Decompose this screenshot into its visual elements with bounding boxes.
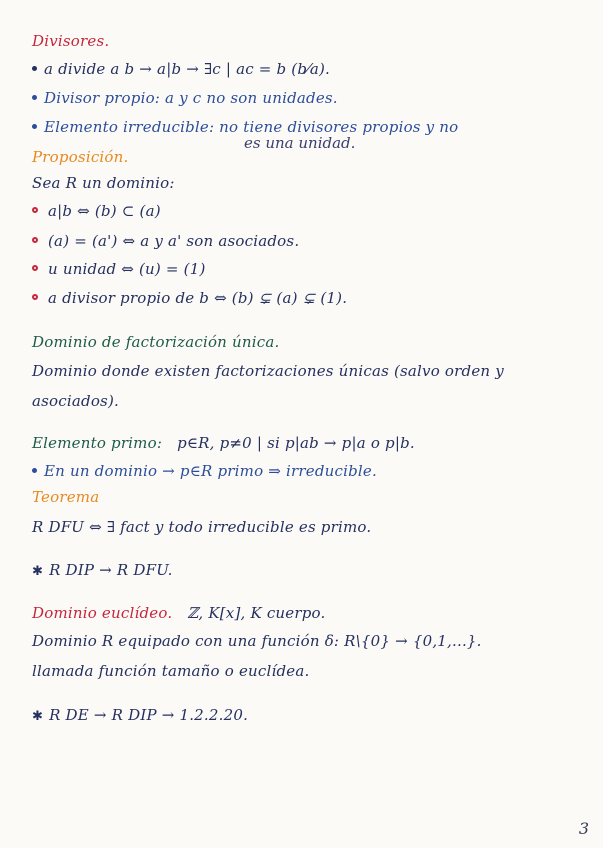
proposicion-item-4: a divisor propio de b ⇔ (b) ⊊ (a) ⊊ (1). [48,289,348,307]
list-item [32,60,583,78]
bullet-icon [32,124,37,129]
circle-bullet-icon [32,207,38,213]
euclideo-text-line1: Dominio R equipado con una función δ: R\{0} → {0,1,...}. [32,632,482,650]
heading-euclideo: Dominio euclídeo. [32,604,173,622]
circle-bullet-icon [32,237,38,243]
star-icon: ✱ [32,564,44,579]
euclideo-star-row [32,706,583,726]
circle-bullet-icon [32,265,38,271]
bullet-icon [32,468,37,473]
heading-primo: Elemento primo: [32,434,163,452]
divisores-continuation: es una unidad. [244,134,356,152]
list-item [32,89,583,107]
list-item [32,462,583,480]
proposicion-item-1: a|b ⇔ (b) ⊂ (a) [48,202,161,220]
primo-definition: p∈R, p≠0 | si p|ab → p|a o p|b. [177,434,415,452]
list-item [32,289,583,307]
star-icon: ✱ [32,709,44,724]
divisores-item-1: a divide a b → a|b → ∃c | ac = b (b⁄a). [44,60,331,78]
dfu-text-line2: asociados). [32,392,119,410]
primo-note: En un dominio → p∈R primo ⇒ irreducible. [44,462,377,480]
heading-divisores: Divisores. [32,32,110,50]
euclideo-text-line2: llamada función tamaño o euclídea. [32,662,310,680]
divisores-item-2: Divisor propio: a y c no son unidades. [44,89,338,107]
heading-proposicion: Proposición. [32,148,129,166]
euclideo-examples: ℤ, K[x], K cuerpo. [187,604,326,622]
teorema-text: R DFU ⇔ ∃ fact y todo irreducible es primo. [32,518,372,536]
list-item [32,202,583,220]
dfu-text-line1: Dominio donde existen factorizaciones únicas (salvo orden y [32,362,504,380]
list-item [32,232,583,250]
proposicion-item-3: u unidad ⇔ (u) = (1) [48,260,206,278]
heading-dfu: Dominio de factorización única. [32,333,280,351]
proposicion-intro: Sea R un dominio: [32,174,175,192]
divisores-item-3: Elemento irreducible: no tiene divisores propios y no [44,118,459,136]
teorema-star-note: R DIP → R DFU. [49,561,173,579]
circle-bullet-icon [32,294,38,300]
page-number: 3 [578,819,589,838]
euclideo-star-note: R DE → R DIP → 1.2.2.20. [49,706,249,724]
teorema-star-row [32,561,583,581]
bullet-icon [32,66,37,71]
euclideo-row [32,604,583,622]
proposicion-item-2: (a) = (a') ⇔ a y a' son asociados. [48,232,300,250]
heading-teorema: Teorema [32,488,100,506]
primo-row [32,434,583,452]
list-item [32,260,583,278]
bullet-icon [32,95,37,100]
